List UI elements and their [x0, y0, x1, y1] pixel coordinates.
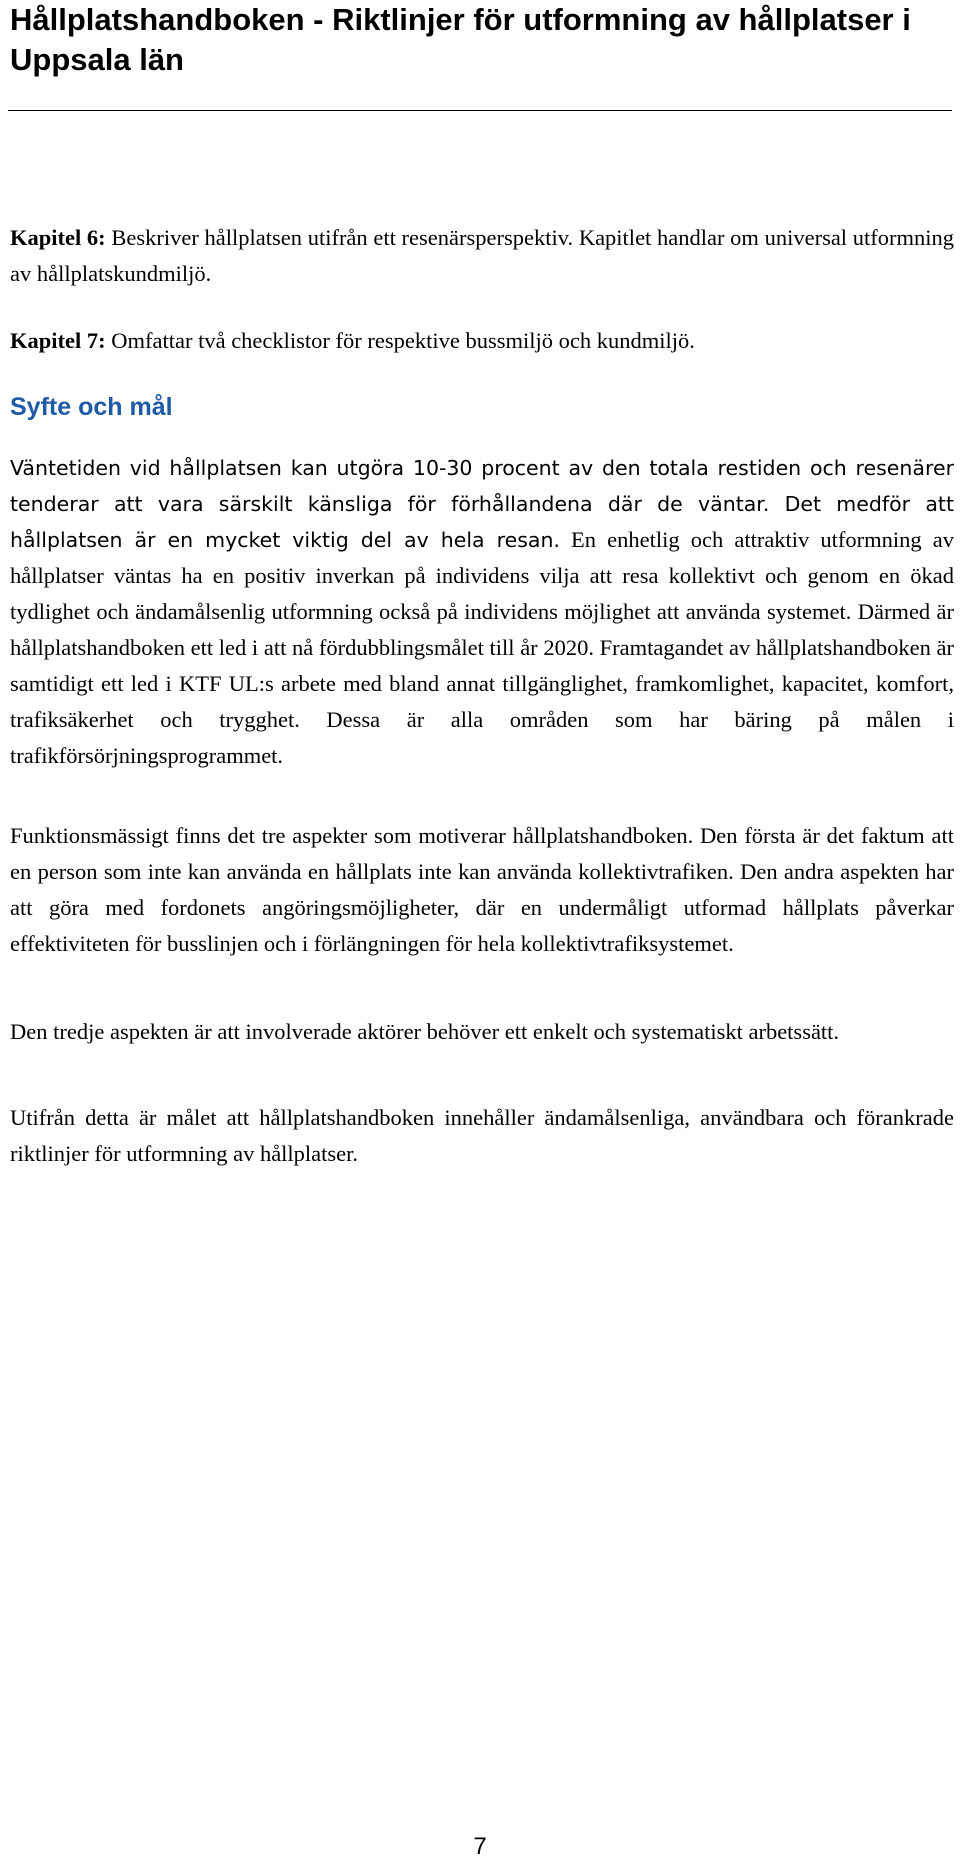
chapter-6-description	[10, 220, 954, 292]
document-title: Hållplatshandboken - Riktlinjer för utformning av hållplatser i Uppsala län	[10, 2, 911, 77]
purpose-paragraph-2: Funktionsmässigt finns det tre aspekter som motiverar hållplatshandboken. Den första är det faktum att en person som inte kan använda en hållplats inte kan använda kollektivtrafiken. Den andra aspekten har att göra med fordonets angöringsmöjligheter, där en undermåligt utformad hållplats påverkar effektiviteten för busslinjen och i förlängningen för hela kollektivtrafiksystemet.	[10, 823, 954, 956]
section-heading: Syfte och mål	[10, 393, 173, 421]
paragraph-text: Väntetiden vid hållplatsen kan utgöra 10-30 procent av den totala restiden och resenärer tenderar att vara särskilt känsliga för förhållandena där de väntar. Det medför att hållplatsen är en mycket viktig del av hela resan.	[10, 456, 954, 552]
chapter-label: Kapitel 6:	[10, 225, 106, 250]
chapter-7-description	[10, 323, 954, 359]
header-divider	[8, 110, 952, 111]
purpose-paragraph-3: Den tredje aspekten är att involverade aktörer behöver ett enkelt och systematiskt arbetssätt.	[10, 1019, 840, 1044]
purpose-paragraph-1	[10, 450, 954, 774]
purpose-paragraph-4: Utifrån detta är målet att hållplatshandboken innehåller ändamålsenliga, användbara och förankrade riktlinjer för utformning av hållplatser.	[10, 1105, 954, 1166]
chapter-label: Kapitel 7:	[10, 328, 106, 353]
paragraph-text: En enhetlig och attraktiv utformning av hållplatser väntas ha en positiv inverkan på individens vilja att resa kollektivt och genom en ökad tydlighet och ändamålsenlig utformning också på individens möjlighet att använda systemet. Därmed är hållplatshandboken ett led i att nå fördubblingsmålet till år 2020. Framtagandet av hållplatshandboken är samtidigt ett led i KTF UL:s arbete med bland annat tillgänglighet, framkomlighet, kapacitet, komfort, trafiksäkerhet och trygghet. Dessa är alla områden som har bäring på målen i trafikförsörjningsprogrammet.	[10, 527, 954, 768]
chapter-text: Beskriver hållplatsen utifrån ett resenärsperspektiv. Kapitlet handlar om universal utformning av hållplatskundmiljö.	[10, 225, 954, 286]
chapter-text: Omfattar två checklistor för respektive bussmiljö och kundmiljö.	[105, 328, 695, 353]
page-number: 7	[473, 1833, 487, 1860]
